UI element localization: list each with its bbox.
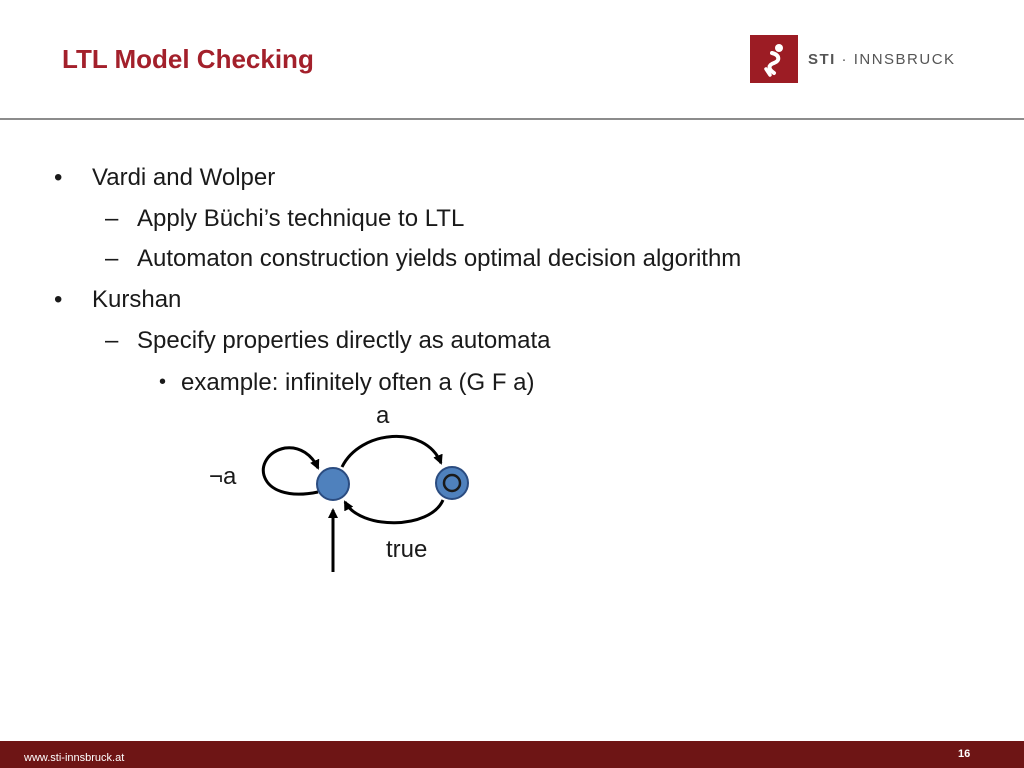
state-accepting [436,467,468,499]
dash-marker: – [105,327,119,354]
self-loop-q0 [263,448,318,494]
footer-bar [0,741,1024,768]
edge-label-bottom: true [386,536,428,563]
logo-separator: · [841,50,849,68]
edge-q0-q1 [342,436,441,467]
dash-marker: – [105,205,119,232]
logo-name: INNSBRUCK [853,50,956,68]
footer-url: www.sti-innsbruck.at [24,752,125,764]
logo-brand: STI [808,50,836,68]
bullet-text: Specify properties directly as automata [137,327,551,354]
dash-marker: – [105,245,119,272]
state-initial [317,468,349,500]
bullet-text: Vardi and Wolper [92,164,276,191]
bullet-marker: • [54,286,63,313]
edge-label-top: a [376,402,390,429]
bullet-text: Automaton construction yields optimal decision algorithm [137,245,742,272]
slide-title: LTL Model Checking [62,44,314,74]
bullet-text: Apply Büchi’s technique to LTL [137,205,465,232]
bullet-marker: • [54,164,63,191]
bullet-text: Kurshan [92,286,182,313]
page-number: 16 [958,748,971,760]
bullet-text: example: infinitely often a (G F a) [181,369,535,396]
edge-label-self-loop: ¬a [209,463,237,490]
bullet-marker: • [159,371,167,393]
edge-q1-q0 [345,500,443,523]
